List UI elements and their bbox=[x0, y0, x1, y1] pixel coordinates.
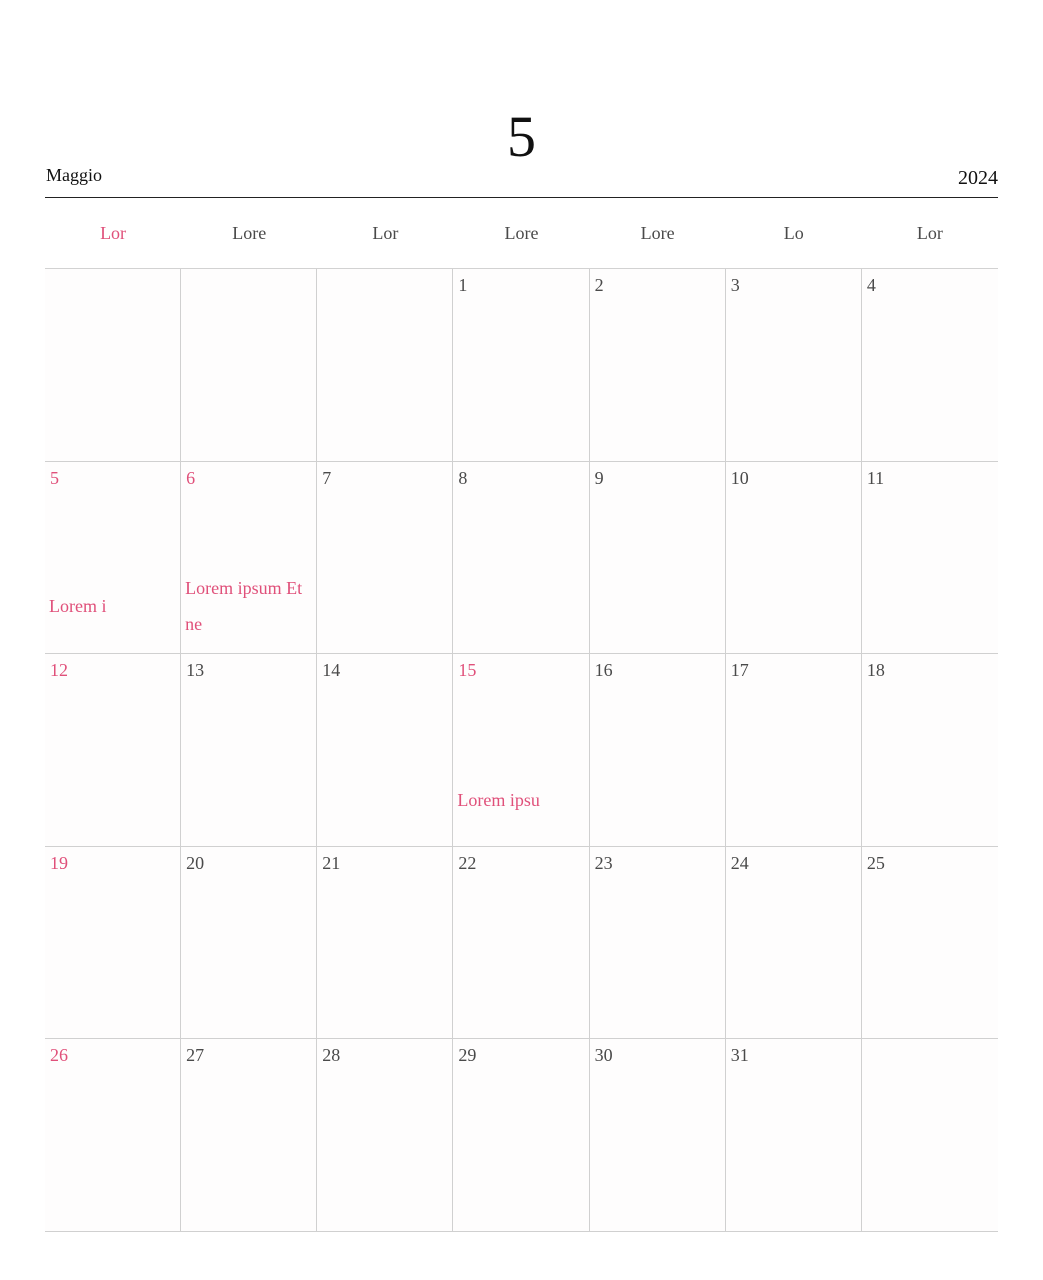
calendar-header bbox=[45, 0, 998, 198]
day-cell[interactable] bbox=[590, 462, 726, 655]
day-number: 14 bbox=[322, 660, 341, 681]
day-number: 5 bbox=[50, 467, 59, 488]
day-number: 21 bbox=[322, 852, 341, 873]
day-cell[interactable] bbox=[590, 847, 726, 1040]
weekday-label: Lo bbox=[783, 223, 804, 243]
empty-day-cell bbox=[317, 269, 453, 462]
calendar-grid bbox=[45, 269, 998, 1232]
day-cell[interactable] bbox=[453, 654, 589, 847]
weekday-header-row bbox=[45, 198, 998, 269]
day-cell[interactable] bbox=[453, 269, 589, 462]
day-number: 23 bbox=[594, 852, 613, 873]
day-number: 25 bbox=[866, 852, 885, 873]
empty-day-cell bbox=[181, 269, 317, 462]
day-cell[interactable] bbox=[726, 269, 862, 462]
day-cell[interactable] bbox=[862, 462, 998, 655]
day-number: 3 bbox=[730, 275, 740, 295]
weekday-label: Lore bbox=[640, 223, 675, 243]
day-cell[interactable] bbox=[45, 1039, 181, 1232]
event-label[interactable]: Lorem ipsum Et ne bbox=[185, 577, 303, 634]
day-number: 12 bbox=[50, 660, 68, 681]
day-number: 31 bbox=[730, 1045, 749, 1066]
day-cell[interactable] bbox=[181, 847, 317, 1040]
weekday-label: Lor bbox=[916, 223, 943, 243]
day-cell[interactable] bbox=[862, 269, 998, 462]
day-number: 2 bbox=[594, 275, 604, 295]
day-number: 9 bbox=[594, 467, 604, 488]
day-cell[interactable] bbox=[317, 1039, 453, 1232]
day-number: 13 bbox=[186, 660, 205, 681]
day-number: 26 bbox=[50, 1045, 68, 1066]
day-number: 27 bbox=[186, 1045, 205, 1066]
day-cell[interactable] bbox=[726, 1039, 862, 1232]
day-number: 22 bbox=[458, 852, 477, 873]
day-cell[interactable] bbox=[181, 462, 317, 655]
day-number: 1 bbox=[458, 275, 468, 295]
year: 2024 bbox=[958, 167, 998, 189]
weekday-label: Lor bbox=[372, 223, 399, 243]
day-cell[interactable] bbox=[453, 1039, 589, 1232]
day-cell[interactable] bbox=[45, 847, 181, 1040]
day-number: 17 bbox=[730, 660, 749, 681]
day-number: 7 bbox=[322, 467, 332, 488]
day-cell[interactable] bbox=[317, 462, 453, 655]
day-cell[interactable] bbox=[45, 462, 181, 655]
day-cell[interactable] bbox=[317, 654, 453, 847]
day-cell[interactable] bbox=[590, 269, 726, 462]
empty-day-cell bbox=[45, 269, 181, 462]
day-number: 30 bbox=[594, 1045, 613, 1066]
day-cell[interactable] bbox=[862, 847, 998, 1040]
weekday-label: Lor bbox=[100, 223, 127, 243]
day-number: 18 bbox=[866, 660, 885, 681]
day-cell[interactable] bbox=[590, 654, 726, 847]
day-number: 8 bbox=[458, 467, 468, 488]
day-cell[interactable] bbox=[726, 847, 862, 1040]
day-number: 29 bbox=[458, 1045, 477, 1066]
day-cell[interactable] bbox=[181, 1039, 317, 1232]
weekday-label: Lore bbox=[232, 223, 267, 243]
day-cell[interactable] bbox=[453, 462, 589, 655]
day-number: 6 bbox=[186, 467, 196, 488]
empty-day-cell bbox=[862, 1039, 998, 1232]
day-cell[interactable] bbox=[181, 654, 317, 847]
day-cell[interactable] bbox=[726, 654, 862, 847]
day-cell[interactable] bbox=[453, 847, 589, 1040]
day-cell[interactable] bbox=[726, 462, 862, 655]
day-number: 16 bbox=[594, 660, 613, 681]
day-cell[interactable] bbox=[590, 1039, 726, 1232]
event-label[interactable]: Lorem ipsu bbox=[457, 790, 540, 811]
day-number: 15 bbox=[458, 660, 477, 681]
day-number: 4 bbox=[866, 275, 876, 295]
day-cell[interactable] bbox=[45, 654, 181, 847]
weekday-label: Lore bbox=[504, 223, 539, 243]
day-cell[interactable] bbox=[317, 847, 453, 1040]
day-cell[interactable] bbox=[862, 654, 998, 847]
event-label[interactable]: Lorem i bbox=[49, 595, 107, 616]
day-number: 19 bbox=[50, 852, 68, 873]
day-number: 10 bbox=[730, 467, 749, 488]
day-number: 11 bbox=[866, 467, 885, 488]
day-number: 28 bbox=[322, 1045, 341, 1066]
day-number: 20 bbox=[186, 852, 205, 873]
month-name: Maggio bbox=[46, 165, 102, 185]
day-number: 24 bbox=[730, 852, 749, 873]
month-number: 5 bbox=[507, 104, 536, 169]
